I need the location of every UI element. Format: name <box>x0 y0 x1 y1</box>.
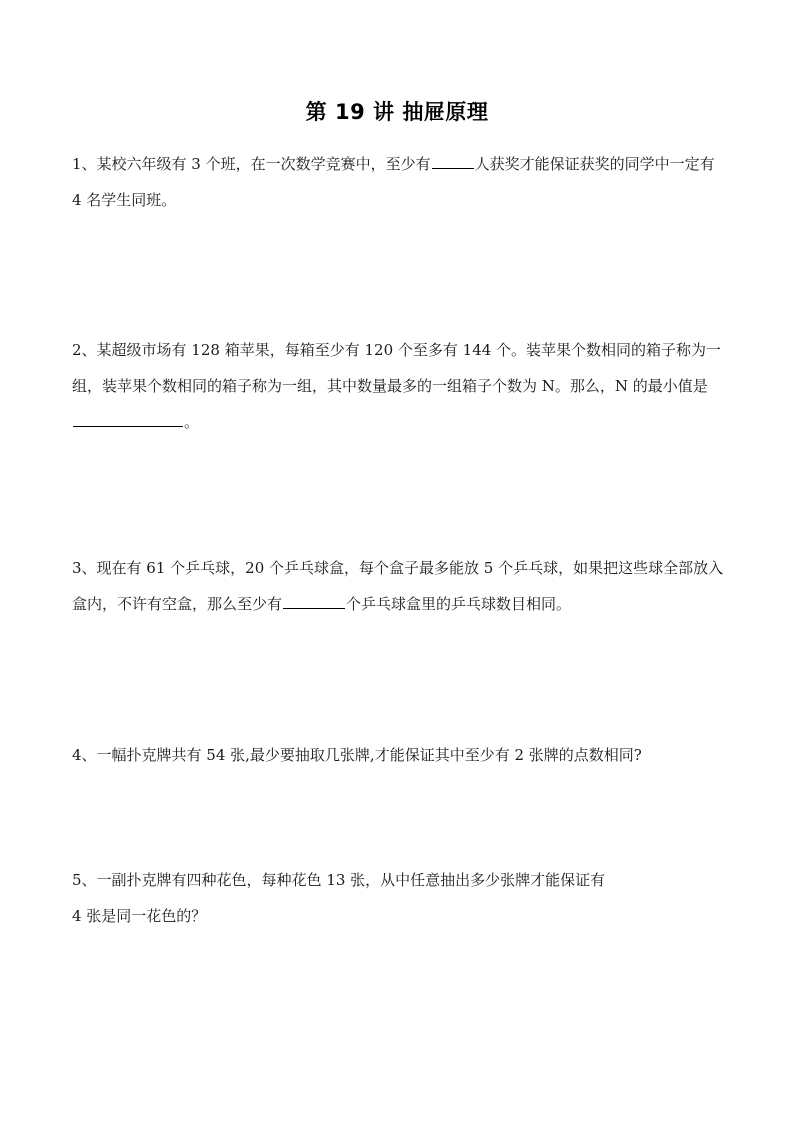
question-5-line-2: 4 张是同一花色的？ <box>72 907 207 925</box>
question-2 <box>72 332 724 440</box>
question-2-text-after: 。 <box>184 413 200 431</box>
question-3-text-before: 3、现在有 61 个乒乓球，20 个乒乓球盒，每个盒子最多能放 5 个乒乓球，如果把这些球全部放入盒内，不许有空盒，那么至少有 <box>72 559 724 613</box>
question-3 <box>72 550 724 622</box>
question-1-answer-blank[interactable] <box>432 150 474 169</box>
question-1 <box>72 146 724 218</box>
question-3-text-after: 个乒乓球盒里的乒乓球数目相同。 <box>346 595 572 613</box>
question-2-answer-blank[interactable] <box>73 408 183 427</box>
question-1-text-before: 1、某校六年级有 3 个班，在一次数学竞赛中，至少有 <box>72 155 431 173</box>
question-4-text: 4、一幅扑克牌共有 54 张,最少要抽取几张牌,才能保证其中至少有 2 张牌的点数相同? <box>72 746 642 764</box>
page-title: 第 19 讲 抽屉原理 <box>305 100 489 124</box>
question-3-answer-blank[interactable] <box>283 590 345 609</box>
question-5-line-1: 5、一副扑克牌有四种花色，每种花色 13 张，从中任意抽出多少张牌才能保证有 <box>72 871 606 889</box>
question-1-text-after: 人获奖才能保证获奖的同学中一定有 4 名学生同班。 <box>72 155 715 209</box>
question-2-text-before: 2、某超级市场有 128 箱苹果，每箱至少有 120 个至多有 144 个。装苹果个数相同的箱子称为一组，装苹果个数相同的箱子称为一组，其中数量最多的一组箱子个数为 N。那么，N 的最小值是 <box>72 341 722 395</box>
question-5 <box>72 862 724 934</box>
question-4 <box>72 737 724 773</box>
